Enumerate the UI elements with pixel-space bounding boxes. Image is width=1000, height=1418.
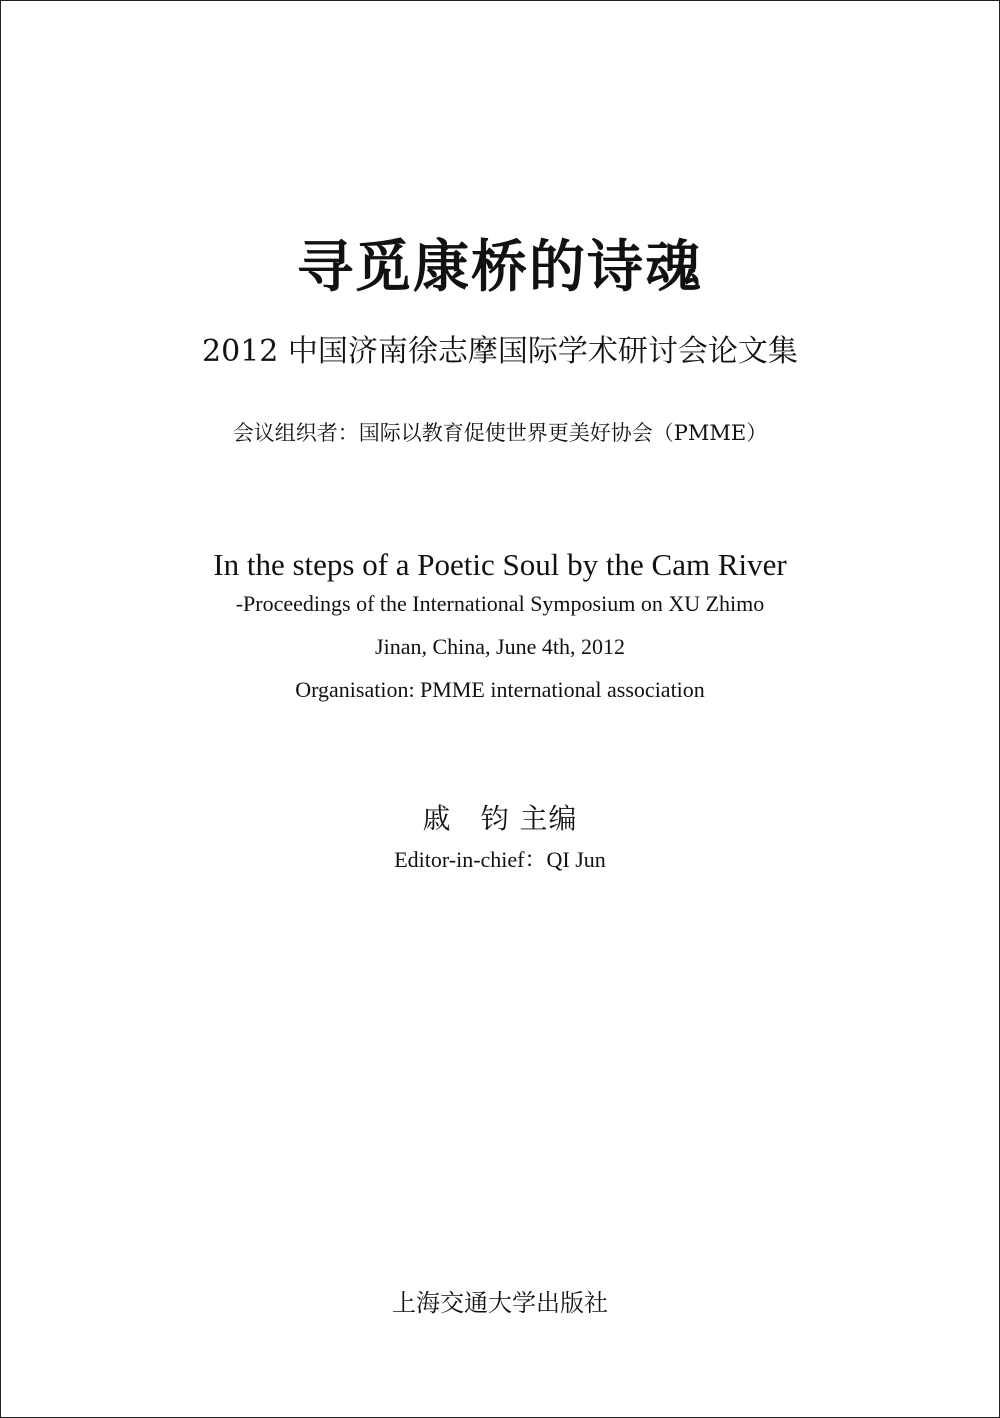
chinese-organizer: 会议组织者：国际以教育促使世界更美好协会（PMME） — [232, 421, 768, 445]
chinese-subtitle: 2012 中国济南徐志摩国际学术研讨会论文集 — [202, 334, 798, 369]
english-organisation: Organisation: PMME international association — [295, 677, 705, 702]
english-title: In the steps of a Poetic Soul by the Cam River — [213, 547, 787, 582]
place-and-date: Jinan, China, June 4th, 2012 — [375, 634, 625, 659]
chinese-title: 寻觅康桥的诗魂 — [297, 234, 703, 300]
english-editor: Editor-in-chief：QI Jun — [394, 847, 606, 872]
english-subtitle: -Proceedings of the International Symposium on XU Zhimo — [235, 591, 765, 616]
chinese-editor: 戚 钧 主编 — [422, 802, 578, 835]
publisher: 上海交通大学出版社 — [392, 1289, 608, 1317]
